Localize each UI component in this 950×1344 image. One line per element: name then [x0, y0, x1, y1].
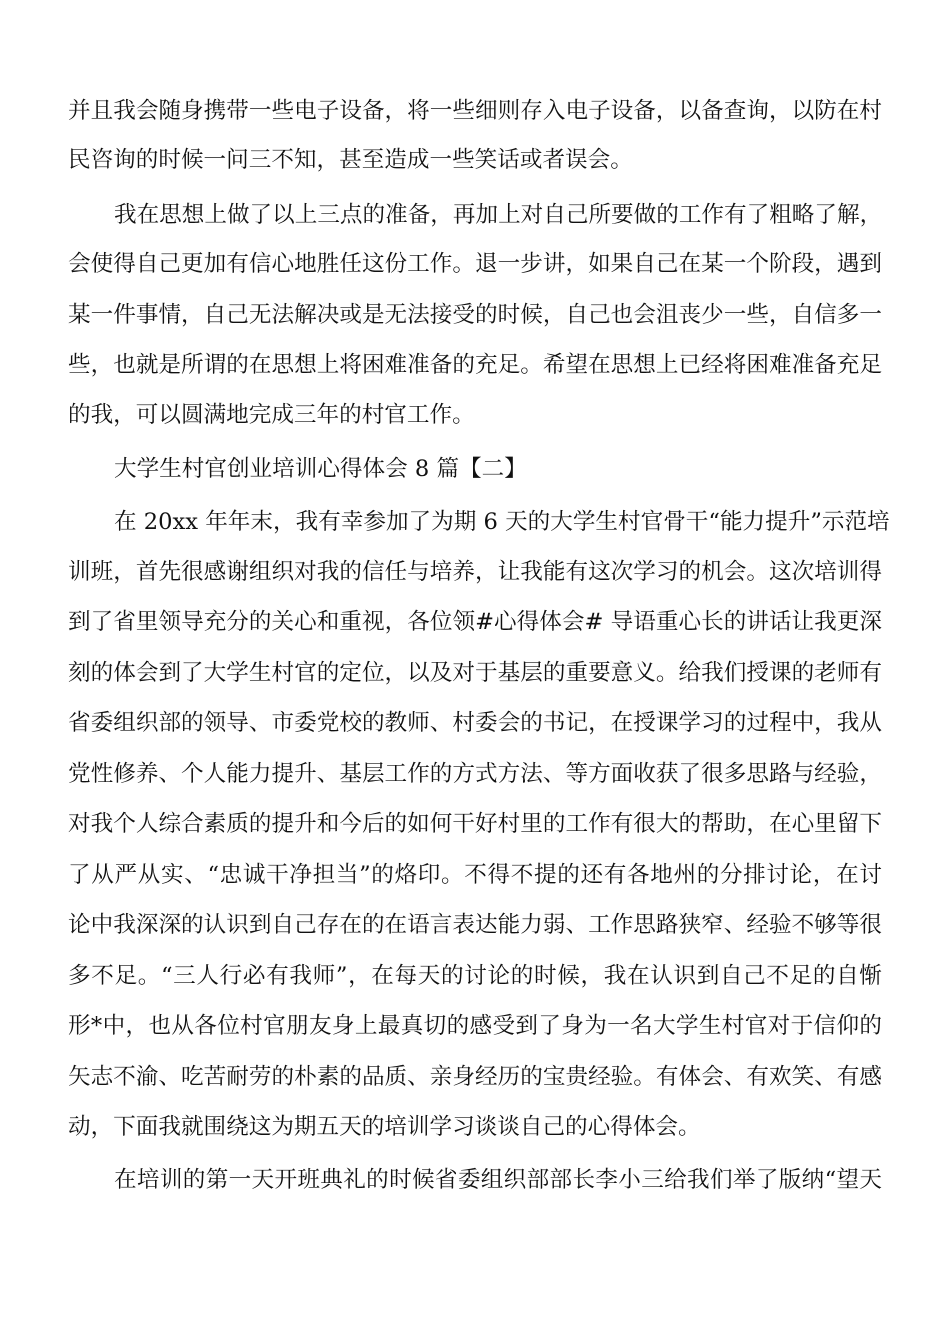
text-line: 在培训的第一天开班典礼的时候省委组织部部长李小三给我们举了版纳“望天	[114, 1167, 882, 1193]
text-line: 些，也就是所谓的在思想上将困难准备的充足。希望在思想上已经将困难准备充足	[68, 352, 882, 378]
text-line: 论中我深深的认识到自己存在的在语言表达能力弱、工作思路狭窄、经验不够等很	[68, 912, 882, 938]
text-line: 动，下面我就围绕这为期五天的培训学习谈谈自己的心得体会。	[68, 1114, 701, 1140]
text-line: 党性修养、个人能力提升、基层工作的方式方法、等方面收获了很多思路与经验，	[68, 761, 882, 787]
text-line: 形*中，也从各位村官朋友身上最真切的感受到了身为一名大学生村官对于信仰的	[68, 1013, 882, 1039]
section-heading: 大学生村官创业培训心得体会 8 篇【二】	[114, 456, 527, 482]
text-line: 并且我会随身携带一些电子设备，将一些细则存入电子设备，以备查询，以防在村	[68, 98, 882, 124]
text-line: 训班，首先很感谢组织对我的信任与培养，让我能有这次学习的机会。这次培训得	[68, 559, 882, 585]
text-line: 矢志不渝、吃苦耐劳的朴素的品质、亲身经历的宝贵经验。有体会、有欢笑、有感	[68, 1064, 882, 1090]
text-line: 刻的体会到了大学生村官的定位，以及对于基层的重要意义。给我们授课的老师有	[68, 660, 882, 686]
text-line: 会使得自己更加有信心地胜任这份工作。退一步讲，如果自己在某一个阶段，遇到	[68, 251, 882, 277]
text-line: 到了省里领导充分的关心和重视，各位领#心得体会# 导语重心长的讲话让我更深	[68, 609, 882, 635]
text-line: 对我个人综合素质的提升和今后的如何干好村里的工作有很大的帮助，在心里留下	[68, 811, 882, 837]
text-line: 某一件事情，自己无法解决或是无法接受的时候，自己也会沮丧少一些，自信多一	[68, 302, 882, 328]
text-line: 的我，可以圆满地完成三年的村官工作。	[68, 402, 475, 428]
text-line: 在 20xx 年年末，我有幸参加了为期 6 天的大学生村官骨干“能力提升”示范培	[114, 509, 890, 535]
text-line: 省委组织部的领导、市委党校的教师、村委会的书记，在授课学习的过程中，我从	[68, 710, 882, 736]
text-line: 我在思想上做了以上三点的准备，再加上对自己所要做的工作有了粗略了解，	[114, 202, 883, 228]
text-line: 民咨询的时候一问三不知，甚至造成一些笑话或者误会。	[68, 147, 633, 173]
text-line: 多不足。“三人行必有我师”，在每天的讨论的时候，我在认识到自己不足的自惭	[68, 963, 882, 989]
text-line: 了从严从实、“忠诚干净担当”的烙印。不得不提的还有各地州的分排讨论，在讨	[68, 862, 882, 888]
